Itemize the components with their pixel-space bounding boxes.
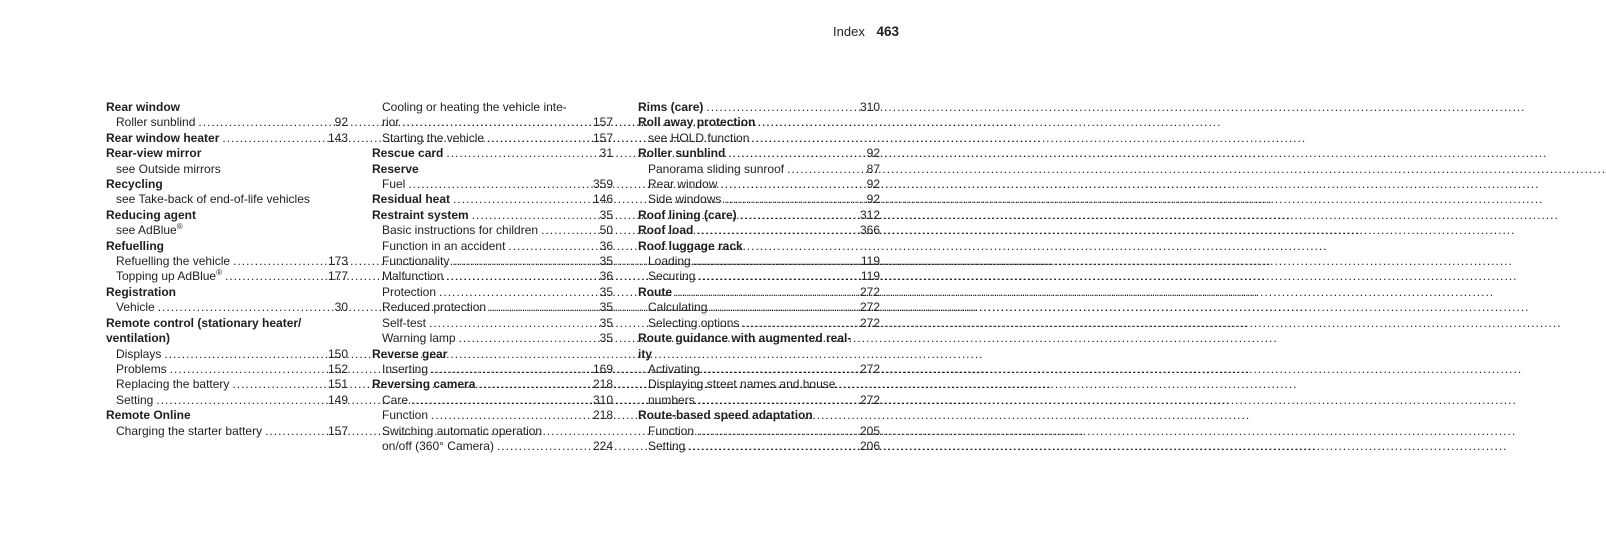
sub-entry-line: [106, 424, 348, 439]
entry-heading-line: [638, 146, 880, 161]
page-ref[interactable]: 366: [859, 223, 880, 238]
sub-entry-line: [638, 162, 880, 177]
page-ref[interactable]: 310: [859, 100, 880, 114]
index-entry: [372, 208, 613, 347]
sub-entry-text: Function in an accident: [382, 238, 506, 253]
entry-heading-text: Route guidance with augmented real-: [638, 331, 852, 346]
index-entry: [638, 331, 880, 408]
sub-entry-line: [372, 424, 613, 439]
page-ref[interactable]: 92: [866, 192, 880, 207]
entry-heading-line: [372, 162, 613, 177]
sub-entry-line: [372, 100, 613, 115]
sub-entry-text: numbers: [648, 392, 695, 407]
entry-heading-line: [638, 408, 880, 423]
sub-entry-text: Warning lamp: [382, 331, 456, 346]
sub-entry-line: [106, 192, 348, 207]
entry-heading-text: Rear window: [106, 100, 181, 114]
sub-entry-text: Side windows: [648, 192, 722, 207]
page-ref[interactable]: 272: [859, 392, 880, 407]
sub-entry-text: Displaying street names and house: [648, 377, 836, 392]
dot-leader: [170, 362, 325, 377]
dot-leader: [696, 223, 857, 238]
entry-heading-line: [638, 285, 880, 300]
sub-entry-text: see AdBlue®: [116, 222, 183, 238]
dot-leader: [489, 300, 597, 315]
sub-entry-line: [372, 393, 613, 408]
sub-entry-line: [106, 269, 348, 284]
sub-entry-line: [372, 331, 613, 346]
entry-heading-text: Roof load: [638, 223, 694, 238]
page-ref[interactable]: 218: [592, 377, 613, 392]
dot-leader: [225, 269, 325, 284]
sub-entry-text: Setting: [116, 392, 154, 407]
dot-leader: [675, 285, 857, 300]
page-ref[interactable]: 35: [599, 284, 613, 299]
entry-heading-line: [372, 377, 613, 392]
sub-entry-text: see Outside mirrors: [116, 161, 221, 176]
dot-leader: [439, 285, 597, 300]
page-ref[interactable]: 310: [592, 392, 613, 407]
sub-entry-text: Function: [382, 408, 429, 423]
sub-entry-text: Malfunction: [382, 269, 444, 284]
registered-mark: ®: [176, 222, 183, 232]
entry-heading-line: [638, 239, 880, 254]
page-ref[interactable]: 169: [592, 361, 613, 376]
dot-leader: [697, 424, 857, 439]
sub-entry-text: Reduced protection: [382, 300, 487, 315]
entry-heading-line: [106, 100, 348, 115]
entry-heading-line: [372, 347, 613, 362]
page-ref[interactable]: 31: [599, 146, 613, 161]
sub-entry-line: [638, 269, 880, 284]
sub-entry-text: Panorama sliding sunroof: [648, 161, 785, 176]
page-ref[interactable]: 35: [599, 315, 613, 330]
index-entry: [638, 146, 880, 208]
page-ref[interactable]: 206: [859, 438, 880, 453]
page-ref[interactable]: 272: [859, 284, 880, 299]
index-entry: [106, 208, 348, 239]
sub-entry-line: [638, 177, 880, 192]
sub-entry-text: Protection: [382, 284, 437, 299]
page-ref[interactable]: 157: [327, 423, 348, 438]
index-entry: [638, 100, 880, 115]
entry-heading-line: [106, 208, 348, 223]
page-ref[interactable]: 272: [859, 315, 880, 330]
dot-leader: [508, 239, 596, 254]
page-ref[interactable]: 36: [599, 269, 613, 284]
dot-leader: [232, 377, 325, 392]
sub-entry-line: [106, 223, 348, 238]
sub-entry-line: [372, 177, 613, 192]
index-entry: [106, 239, 348, 285]
sub-entry-line: [372, 239, 613, 254]
index-entry: [106, 285, 348, 316]
index-entry: [638, 239, 880, 285]
sub-entry-line: [372, 300, 613, 315]
dot-leader: [233, 254, 325, 269]
dot-leader: [402, 115, 590, 130]
sub-entry-line: [372, 285, 613, 300]
entry-heading-text: Restraint system: [372, 207, 469, 222]
entry-heading-text: Route: [638, 284, 672, 299]
sub-entry-line: [638, 192, 880, 207]
page-ref[interactable]: 157: [592, 130, 613, 145]
entry-heading-line: [106, 177, 348, 192]
entry-heading-text: Rescue card: [372, 146, 444, 161]
page-ref[interactable]: 224: [592, 438, 613, 453]
dot-leader: [198, 115, 331, 130]
sub-entry-text: see HOLD function: [648, 130, 750, 145]
page-ref[interactable]: 35: [599, 254, 613, 269]
entry-heading-line: [638, 347, 880, 362]
entry-heading-text: Reducing agent: [106, 207, 197, 222]
sub-entry-text: Roller sunblind: [116, 115, 196, 130]
sub-entry-line: [372, 269, 613, 284]
dot-leader: [694, 254, 858, 269]
dot-leader: [446, 269, 596, 284]
sub-entry-line: [638, 254, 880, 269]
entry-heading-line: [106, 285, 348, 300]
index-entry: [372, 347, 613, 378]
index-entry: [106, 177, 348, 208]
entry-heading-line: [106, 316, 348, 331]
sub-entry-text: Basic instructions for children: [382, 223, 539, 238]
dot-leader: [787, 162, 864, 177]
header-label: Index: [833, 24, 865, 39]
index-column-1: [106, 100, 348, 439]
page-ref[interactable]: 151: [327, 377, 348, 392]
page-ref[interactable]: 173: [327, 254, 348, 269]
sub-entry-line: [106, 254, 348, 269]
dot-leader: [431, 408, 590, 423]
sub-entry-text: Replacing the battery: [116, 377, 230, 392]
page-ref[interactable]: 50: [599, 223, 613, 238]
page-ref[interactable]: 92: [866, 177, 880, 192]
dot-leader: [720, 177, 863, 192]
sub-entry-line: [372, 316, 613, 331]
index-entry: [638, 223, 880, 238]
sub-entry-text: Functionality: [382, 254, 450, 269]
entry-heading-line: [638, 223, 880, 238]
sub-entry-text: Calculating: [648, 300, 708, 315]
dot-leader: [541, 223, 597, 238]
entry-heading-text: Rear window heater: [106, 130, 220, 145]
sub-entry-text: see Take-back of end-of-life vehicles: [116, 192, 310, 207]
entry-heading-text: Residual heat: [372, 192, 451, 207]
dot-leader: [265, 424, 325, 439]
sub-entry-text: Switching automatic operation: [382, 423, 543, 438]
entry-heading-line: [372, 208, 613, 223]
sub-entry-line: [106, 377, 348, 392]
page-ref[interactable]: 272: [859, 361, 880, 376]
index-entry: [372, 100, 613, 146]
index-entry: [372, 146, 613, 161]
dot-leader: [497, 439, 590, 454]
sub-entry-text: Selecting options: [648, 315, 740, 330]
entry-heading-text: Rims (care): [638, 100, 704, 114]
dot-leader: [706, 100, 857, 115]
page-ref[interactable]: 218: [592, 408, 613, 423]
sub-entry-text: Problems: [116, 361, 167, 376]
sub-entry-text: Care: [382, 392, 409, 407]
sub-entry-line: [638, 377, 880, 392]
page-ref[interactable]: 177: [327, 269, 348, 284]
entry-heading-text: Registration: [106, 284, 177, 299]
dot-leader: [411, 393, 590, 408]
dot-leader: [742, 316, 857, 331]
sub-entry-text: rior: [382, 115, 400, 130]
dot-leader: [710, 300, 857, 315]
page-ref[interactable]: 87: [866, 161, 880, 176]
dot-leader: [164, 347, 325, 362]
dot-leader: [429, 316, 597, 331]
index-entry: [106, 131, 348, 146]
dot-leader: [703, 362, 857, 377]
sub-entry-text: Refuelling the vehicle: [116, 254, 231, 269]
sub-entry-line: [106, 115, 348, 130]
sub-entry-text: Displays: [116, 346, 162, 361]
sub-entry-line: [638, 300, 880, 315]
sub-entry-line: [106, 347, 348, 362]
dot-leader: [408, 177, 590, 192]
dot-leader: [158, 300, 332, 315]
entry-heading-line: [372, 146, 613, 161]
sub-entry-text: Activating: [648, 361, 701, 376]
entry-heading-text: Route-based speed adaptation: [638, 408, 813, 423]
sub-entry-text: Vehicle: [116, 300, 155, 315]
index-entry: [372, 162, 613, 193]
index-entry: [638, 285, 880, 331]
sub-entry-line: [372, 439, 613, 454]
dot-leader: [453, 192, 590, 207]
entry-heading-text: Roller sunblind: [638, 146, 726, 161]
sub-entry-text: Charging the starter battery: [116, 423, 263, 438]
sub-entry-line: [638, 439, 880, 454]
sub-entry-line: [372, 131, 613, 146]
sub-entry-text: Securing: [648, 269, 696, 284]
page-ref[interactable]: 35: [599, 300, 613, 315]
entry-heading-text: Reversing camera: [372, 377, 476, 392]
dot-leader: [156, 393, 325, 408]
entry-heading-line: [372, 192, 613, 207]
page-ref[interactable]: 36: [599, 238, 613, 253]
entry-heading-line: [638, 100, 880, 115]
entry-heading-text: Roof luggage rack: [638, 238, 743, 253]
dot-leader: [478, 377, 590, 392]
page-ref[interactable]: 92: [866, 146, 880, 161]
page-ref[interactable]: 146: [592, 192, 613, 207]
sub-entry-line: [106, 362, 348, 377]
entry-heading-text: ventilation): [106, 331, 171, 346]
page-ref[interactable]: 149: [327, 392, 348, 407]
entry-heading-line: [106, 408, 348, 423]
dot-leader: [728, 146, 863, 161]
sub-entry-text: Topping up AdBlue®: [116, 268, 222, 284]
sub-entry-line: [638, 393, 880, 408]
page-ref[interactable]: 92: [334, 115, 348, 130]
page-ref[interactable]: 359: [592, 177, 613, 192]
sub-entry-text: Fuel: [382, 177, 406, 192]
sub-entry-text: Inserting: [382, 361, 429, 376]
dot-leader: [740, 208, 857, 223]
entry-heading-text: Refuelling: [106, 238, 165, 253]
entry-heading-text: Rear-view mirror: [106, 146, 202, 161]
page-ref[interactable]: 152: [327, 361, 348, 376]
page-ref[interactable]: 119: [860, 269, 880, 284]
dot-leader: [446, 146, 596, 161]
sub-entry-text: Starting the vehicle: [382, 130, 485, 145]
page-header: [833, 24, 899, 40]
sub-entry-text: on/off (360° Camera): [382, 438, 494, 453]
sub-entry-line: [106, 300, 348, 315]
page-ref[interactable]: 35: [599, 207, 613, 222]
page-ref[interactable]: 205: [859, 423, 880, 438]
entry-heading-line: [106, 239, 348, 254]
page-ref[interactable]: 35: [599, 331, 613, 346]
dot-leader: [698, 393, 857, 408]
sub-entry-text: Cooling or heating the vehicle inte-: [382, 100, 567, 114]
index-entry: [106, 316, 348, 408]
sub-entry-line: [638, 316, 880, 331]
index-column-3: [638, 100, 880, 454]
entry-heading-text: Recycling: [106, 177, 163, 192]
entry-heading-text: Remote control (stationary heater/: [106, 315, 302, 330]
sub-entry-line: [372, 223, 613, 238]
entry-heading-line: [106, 331, 348, 346]
sub-entry-line: [372, 115, 613, 130]
page-ref[interactable]: 312: [859, 207, 880, 222]
sub-entry-line: [106, 162, 348, 177]
sub-entry-line: [638, 362, 880, 377]
index-entry: [106, 100, 348, 131]
entry-heading-text: Remote Online: [106, 408, 191, 423]
dot-leader: [431, 362, 590, 377]
sub-entry-line: [372, 362, 613, 377]
index-entry: [106, 146, 348, 177]
page-number: 463: [876, 24, 899, 39]
entry-heading-line: [106, 146, 348, 161]
entry-heading-line: [638, 115, 880, 130]
index-entry: [638, 115, 880, 146]
index-entry: [372, 192, 613, 207]
entry-heading-text: Roll away protection: [638, 115, 756, 130]
index-entry: [372, 377, 613, 454]
sub-entry-line: [638, 131, 880, 146]
entry-heading-line: [638, 331, 880, 346]
sub-entry-line: [638, 424, 880, 439]
sub-entry-text: Function: [648, 423, 695, 438]
sub-entry-text: Setting: [648, 438, 686, 453]
page-ref[interactable]: 272: [859, 300, 880, 315]
page-ref[interactable]: 30: [334, 300, 348, 315]
sub-entry-line: [106, 393, 348, 408]
entry-heading-text: Roof lining (care): [638, 207, 737, 222]
sub-entry-text: Self-test: [382, 315, 427, 330]
page-ref[interactable]: 150: [327, 346, 348, 361]
dot-leader: [724, 192, 863, 207]
entry-heading-text: ity: [638, 346, 653, 361]
entry-heading-text: Reverse gear: [372, 346, 448, 361]
sub-entry-line: [372, 408, 613, 423]
dot-leader: [222, 131, 325, 146]
page-ref[interactable]: 143: [327, 130, 348, 145]
dot-leader: [459, 331, 597, 346]
entry-heading-line: [638, 208, 880, 223]
dot-leader: [472, 208, 597, 223]
entry-heading-text: Reserve: [372, 161, 419, 176]
dot-leader: [698, 269, 857, 284]
dot-leader: [487, 131, 590, 146]
index-entry: [638, 208, 880, 223]
index-entry: [638, 408, 880, 454]
registered-mark: ®: [216, 268, 222, 278]
sub-entry-text: Loading: [648, 254, 691, 269]
page-ref[interactable]: 119: [860, 254, 880, 269]
sub-entry-line: [372, 254, 613, 269]
index-entry: [106, 408, 348, 439]
dot-leader: [688, 439, 857, 454]
sub-entry-text: Rear window: [648, 177, 718, 192]
index-column-2: [372, 100, 613, 454]
dot-leader: [452, 254, 596, 269]
page-ref[interactable]: 157: [592, 115, 613, 130]
entry-heading-line: [106, 131, 348, 146]
